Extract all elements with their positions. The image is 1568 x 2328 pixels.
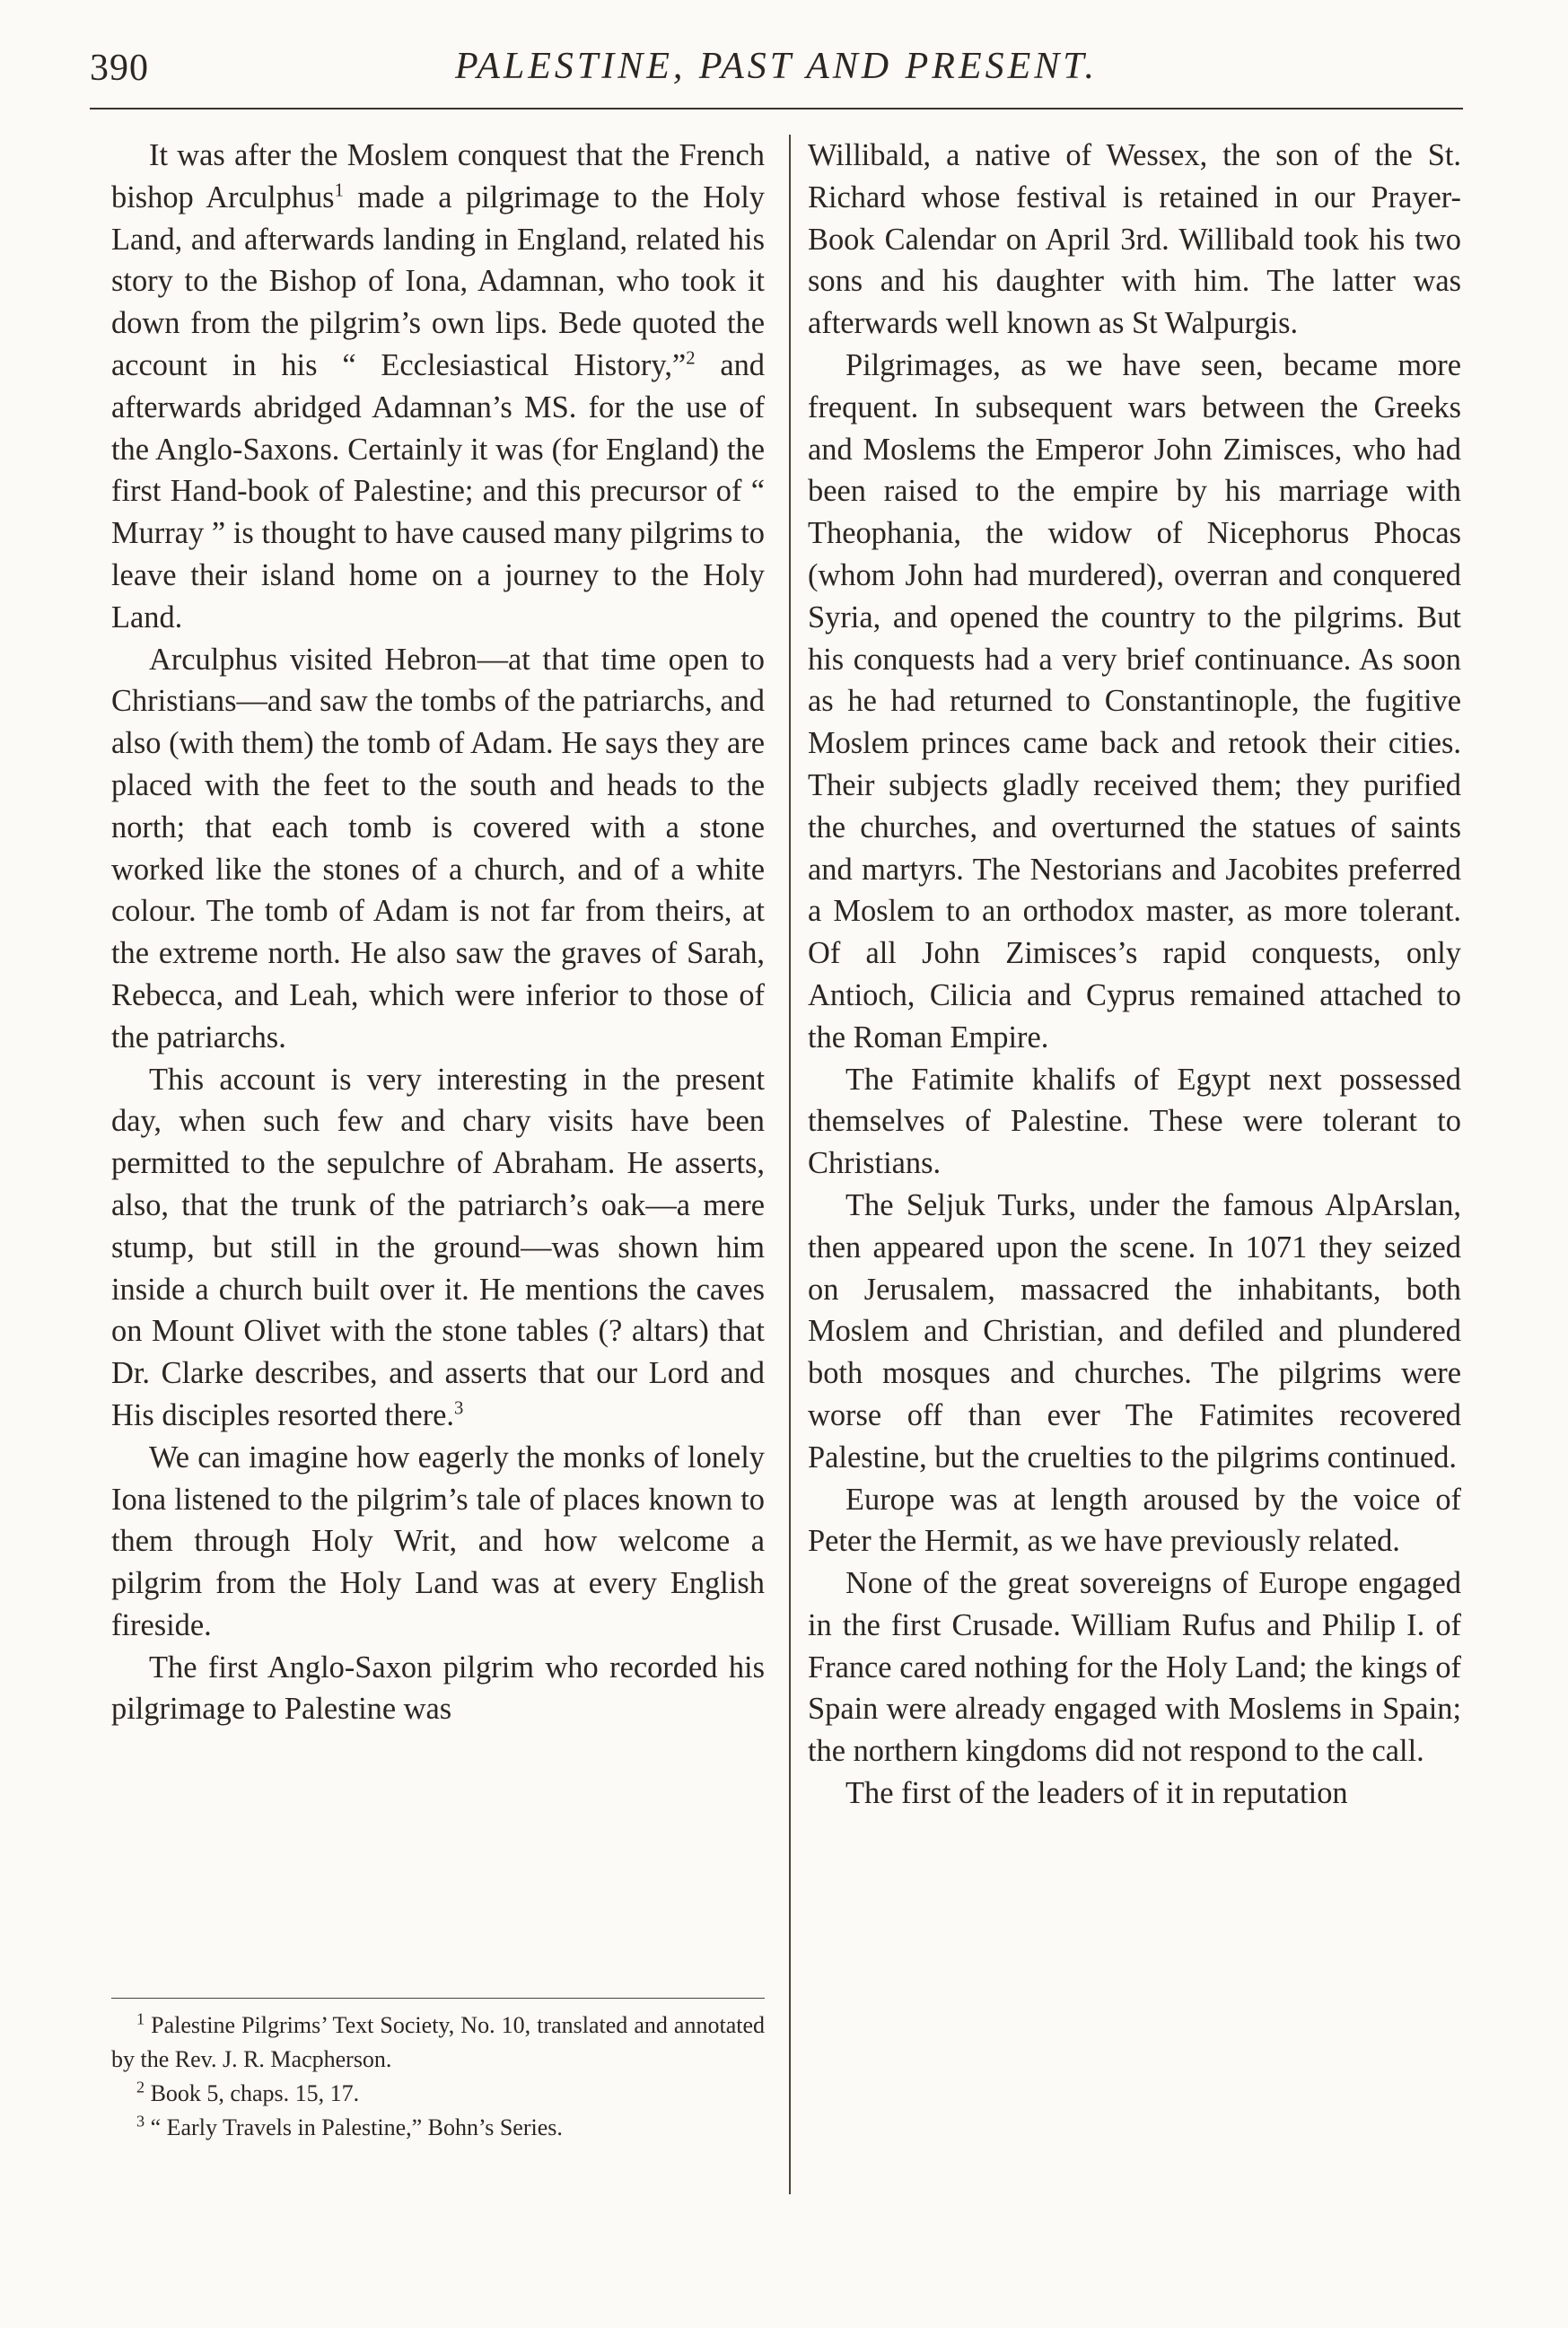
paragraph: It was after the Moslem conquest that the French bishop Arculphus$^1$ made a pilgrimage to the Holy Land, and afterwards landing in England, related his story to the Bishop of Iona, Adamnan, who took it down from the pilgrim’s own lips. Bede quoted the account in his “ Ecclesiastical History,”$^2$ and afterwards abridged Adamnan’s MS. for the use of the Anglo-Saxons. Certainly it was (for England) the first Hand-book of Palestine; and this precursor of “ Murray ” is thought to have caused many pilgrims to leave their island home on a journey to the Holy Land. xyxy=(111,138,765,635)
left-column xyxy=(111,135,765,1730)
footnote-mark: 2 xyxy=(136,2078,145,2096)
paragraph: Europe was at length aroused by the voice of Peter the Hermit, as we have previously related. xyxy=(808,1482,1461,1559)
paragraph: None of the great sovereigns of Europe engaged in the first Crusade. William Rufus and Philip I. of France cared nothing for the Holy Land; the kings of Spain were already engaged with Moslems in Spain; the northern kingdoms did not respond to the call. xyxy=(808,1566,1461,1769)
paragraph: The first of the leaders of it in reputation xyxy=(845,1776,1348,1811)
footnote: $^1$ Palestine Pilgrims’ Text Society, No. 10, translated and annotated by the Rev. J. R. Macpherson. xyxy=(111,2009,765,2072)
footnotes xyxy=(111,2009,765,2145)
paragraph: The Seljuk Turks, under the famous AlpArslan, then appeared upon the scene. In 1071 they seized on Jerusalem, massacred the inhabitants, both Moslem and Christian, and defiled and plundered both mosques and churches. The pilgrims were worse off than ever The Fatimites recovered Palestine, but the cruelties to the pilgrims continued. xyxy=(808,1187,1461,1475)
paragraph: Willibald, a native of Wessex, the son of the St. Richard whose festival is retained in our Prayer-Book Calendar on April 3rd. Willibald took his two sons and his daughter with him. The latter was afterwards well known as St Walpurgis. xyxy=(808,138,1461,341)
footnote-ref: 1 xyxy=(334,180,344,201)
footnote-ref: 3 xyxy=(454,1398,464,1419)
page-number: 390 xyxy=(90,48,149,89)
paragraph: The first Anglo-Saxon pilgrim who recorded his pilgrimage to Palestine was xyxy=(111,1650,765,1727)
column-divider xyxy=(789,135,791,2194)
footnote-ref: 2 xyxy=(686,348,696,369)
footnote-mark: 3 xyxy=(136,2112,145,2131)
footnote: $^2$ Book 5, chaps. 15, 17. xyxy=(136,2078,360,2106)
footnote: $^3$ “ Early Travels in Palestine,” Bohn’s Series. xyxy=(136,2112,563,2140)
paragraph: The Fatimite khalifs of Egypt next possessed themselves of Palestine. These were tolerant to Christians. xyxy=(808,1062,1461,1181)
paragraph: We can imagine how eagerly the monks of lonely Iona listened to the pilgrim’s tale of places known to them through Holy Writ, and how welcome a pilgrim from the Holy Land was at every English fireside. xyxy=(111,1440,765,1642)
right-column xyxy=(808,135,1461,1815)
paragraph: This account is very interesting in the present day, when such few and chary visits have been permitted to the sepulchre of Abraham. He asserts, also, that the trunk of the patriarch’s oak—a mere stump, but still in the ground—was shown him inside a church built over it. He mentions the caves on Mount Olivet with the stone tables (? altars) that Dr. Clarke describes, and asserts that our Lord and His disciples resorted there.$^3$ xyxy=(111,1062,765,1432)
running-title: PALESTINE, PAST AND PRESENT. xyxy=(454,46,1099,87)
paragraph: Pilgrimages, as we have seen, became more frequent. In subsequent wars between the Greeks and Moslems the Emperor John Zimisces, who had been raised to the empire by his marriage with Theophania, the widow of Nicephorus Phocas (whom John had murdered), overran and conquered Syria, and opened the country to the pilgrims. But his conquests had a very brief continuance. As soon as he had returned to Constantinople, the fugitive Moslem princes came back and retook their cities. Their subjects gladly received them; they purified the churches, and overturned the statues of saints and martyrs. The Nestorians and Jacobites preferred a Moslem to an orthodox master, as more tolerant. Of all John Zimisces’s rapid conquests, only Antioch, Cilicia and Cyprus remained attached to the Roman Empire. xyxy=(808,347,1461,1055)
paragraph: Arculphus visited Hebron—at that time open to Christians—and saw the tombs of the patriarchs, and also (with them) the tomb of Adam. He says they are placed with the feet to the south and heads to the north; that each tomb is covered with a stone worked like the stones of a church, and of a white colour. The tomb of Adam is not far from theirs, at the extreme north. He also saw the graves of Sarah, Rebecca, and Leah, which were inferior to those of the patriarchs. xyxy=(111,642,765,1055)
footnote-mark: 1 xyxy=(136,2009,145,2028)
page-header xyxy=(90,43,1463,97)
header-rule xyxy=(90,108,1463,109)
footnote-rule xyxy=(111,1998,765,1999)
